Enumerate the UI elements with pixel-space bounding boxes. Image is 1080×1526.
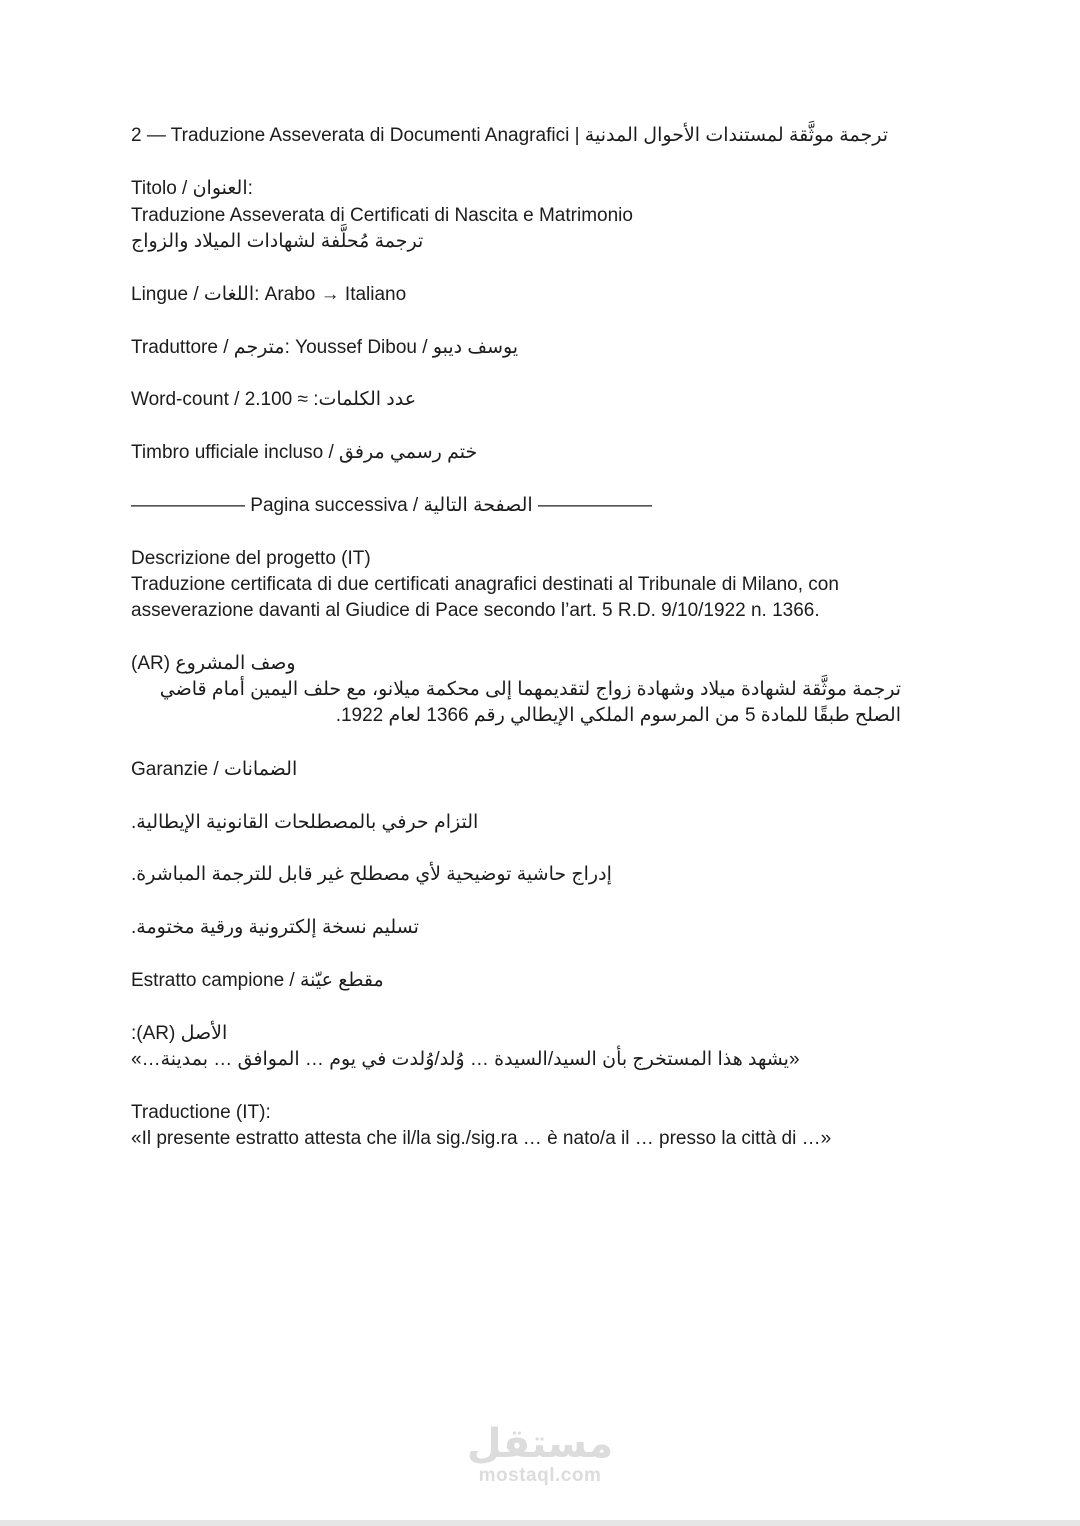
stamp-line: Timbro ufficiale incluso / ختم رسمي مرفق — [131, 442, 478, 463]
description-it-text: Traduzione certificata di due certificati anagrafici destinati al Tribunale di Milano, con asseverazione davanti al Giudice di Pace secondo l’art. 5 R.D. 9/10/1922 n. 1366. — [131, 574, 839, 621]
guarantee-item-1: التزام حرفي بالمصطلحات القانونية الإيطالية. — [131, 812, 479, 833]
document-header: 2 — Traduzione Asseverata di Documenti Anagrafici | ترجمة موثَّقة لمستندات الأحوال المدنية — [131, 125, 888, 146]
sample-heading: Estratto campione / مقطع عيّنة — [131, 970, 384, 991]
title-italian: Traduzione Asseverata di Certificati di Nascita e Matrimonio — [131, 205, 633, 226]
word-count-line: Word-count / عدد الكلمات: ≈ 2.100 — [131, 389, 417, 410]
next-page-divider: —————— Pagina successiva / الصفحة التالية —————— — [131, 495, 652, 516]
languages-line: Lingue / اللغات: Arabo → Italiano — [131, 284, 407, 305]
description-ar-heading: وصف المشروع (AR) — [131, 653, 296, 674]
page-bottom-edge — [0, 1520, 1080, 1526]
translation-text: «Il presente estratto attesta che il/la sig./sig.ra … è nato/a il … presso la città di …» — [131, 1128, 832, 1149]
translation-label: Traductione (IT): — [131, 1102, 271, 1123]
original-text: «يشهد هذا المستخرج بأن السيد/السيدة … وُلد/وُلدت في يوم … الموافق … بمدينة…» — [131, 1049, 800, 1070]
original-label: الأصل (AR): — [131, 1023, 228, 1044]
guarantees-heading: Garanzie / الضمانات — [131, 759, 298, 780]
description-it-heading: Descrizione del progetto (IT) — [131, 548, 371, 569]
description-ar-text: ترجمة موثَّقة لشهادة ميلاد وشهادة زواج لتقديمهما إلى محكمة ميلانو، مع حلف اليمين أمام قاضي الصلح طبقًا للمادة 5 من المرسوم الملكي الإيطالي رقم 1366 لعام 1922. — [159, 679, 901, 726]
watermark-domain: mostaql.com — [478, 1465, 602, 1486]
title-arabic: ترجمة مُحلَّفة لشهادات الميلاد والزواج — [131, 231, 424, 252]
watermark-arabic: مستقل — [466, 1422, 614, 1466]
mostaql-watermark — [430, 1422, 650, 1486]
guarantee-item-2: إدراج حاشية توضيحية لأي مصطلح غير قابل للترجمة المباشرة. — [131, 864, 612, 885]
title-label: Titolo / العنوان: — [131, 178, 253, 199]
translator-line: Traduttore / مترجم: Youssef Dibou / يوسف ديبو — [131, 337, 519, 358]
guarantee-item-3: تسليم نسخة إلكترونية ورقية مختومة. — [131, 917, 419, 938]
